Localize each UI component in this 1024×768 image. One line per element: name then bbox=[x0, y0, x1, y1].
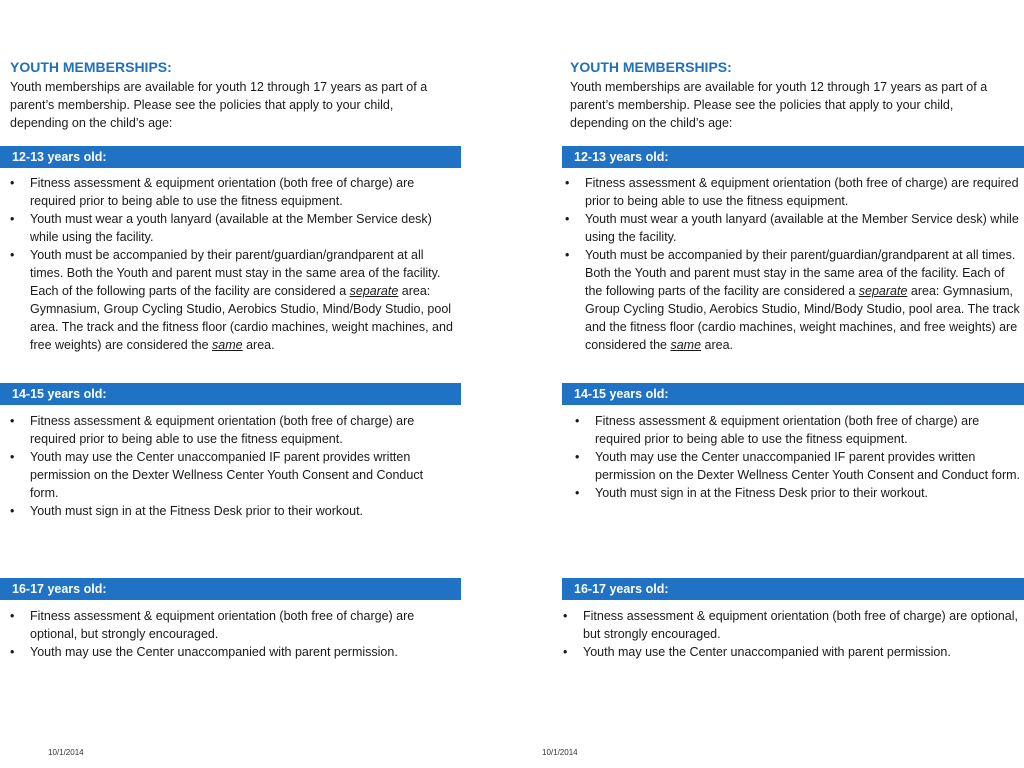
section-list-16-17 bbox=[30, 607, 460, 661]
intro-paragraph: Youth memberships are available for youth 12 through 17 years as part of a parent’s membership. Please see the policies that apply to your child, depending on the child’s age: bbox=[10, 80, 428, 130]
intro-paragraph: Youth memberships are available for youth 12 through 17 years as part of a parent’s membership. Please see the policies that apply to your child, depending on the child’s age: bbox=[570, 80, 988, 130]
footer-date: 10/1/2014 bbox=[48, 748, 84, 757]
page-title: YOUTH MEMBERSHIPS: bbox=[570, 59, 732, 75]
list-item: • Youth must be accompanied by their parent/guardian/grandparent at all times. Both the Youth and parent must stay in the same area of the facility. Each of the following parts of the facility are considered a separate area: Gymnasium, Group Cycling Studio, Aerobics Studio, Mind/Body Studio, pool area. The track and the fitness floor (cardio machines, weight machines, and free weights) are considered the same area. bbox=[30, 246, 460, 354]
page-title: YOUTH MEMBERSHIPS: bbox=[10, 59, 172, 75]
list-item: • Youth must wear a youth lanyard (available at the Member Service desk) while using the facility. bbox=[585, 210, 1020, 246]
section-list-16-17 bbox=[583, 607, 1018, 661]
list-item: • Fitness assessment & equipment orientation (both free of charge) are required prior to being able to use the fitness equipment. bbox=[30, 174, 460, 210]
emphasis-same: same bbox=[212, 338, 243, 352]
list-item: • Youth must sign in at the Fitness Desk prior to their workout. bbox=[30, 502, 450, 520]
section-list-12-13 bbox=[585, 174, 1020, 354]
list-item: • Youth may use the Center unaccompanied IF parent provides written permission on the Dexter Wellness Center Youth Consent and Conduct form. bbox=[30, 448, 450, 502]
section-list-14-15 bbox=[595, 412, 1024, 502]
emphasis-same: same bbox=[670, 338, 702, 352]
list-item: • Fitness assessment & equipment orientation (both free of charge) are optional, but strongly encouraged. bbox=[583, 607, 1018, 643]
emphasis-separate: separate bbox=[349, 284, 399, 298]
section-heading-16-17: 16-17 years old: bbox=[0, 578, 461, 600]
list-item: • Youth must be accompanied by their parent/guardian/grandparent at all times. Both the Youth and parent must stay in the same area of the facility. Each of the following parts of the facility are considered a separate area: Gymnasium, Group Cycling Studio, Aerobics Studio, Mind/Body Studio, pool area. The track and the fitness floor (cardio machines, weight machines, and free weights) are considered the same area. bbox=[585, 246, 1020, 354]
footer-date: 10/1/2014 bbox=[542, 748, 578, 757]
list-item: • Youth may use the Center unaccompanied IF parent provides written permission on the Dexter Wellness Center Youth Consent and Conduct form. bbox=[595, 448, 1024, 484]
list-item: • Youth must wear a youth lanyard (available at the Member Service desk) while using the facility. bbox=[30, 210, 460, 246]
list-item: • Youth must sign in at the Fitness Desk prior to their workout. bbox=[595, 484, 1024, 502]
list-item: • Fitness assessment & equipment orientation (both free of charge) are required prior to being able to use the fitness equipment. bbox=[585, 174, 1020, 210]
list-item: • Youth may use the Center unaccompanied with parent permission. bbox=[30, 643, 460, 661]
emphasis-separate: separate bbox=[858, 284, 908, 298]
section-heading-14-15: 14-15 years old: bbox=[562, 383, 1024, 405]
list-item: • Youth may use the Center unaccompanied with parent permission. bbox=[583, 643, 1018, 661]
section-list-12-13 bbox=[30, 174, 460, 354]
section-list-14-15 bbox=[30, 412, 450, 520]
section-heading-16-17: 16-17 years old: bbox=[562, 578, 1024, 600]
section-heading-14-15: 14-15 years old: bbox=[0, 383, 461, 405]
list-item: • Fitness assessment & equipment orientation (both free of charge) are optional, but strongly encouraged. bbox=[30, 607, 460, 643]
right-page bbox=[512, 0, 1024, 768]
list-item: • Fitness assessment & equipment orientation (both free of charge) are required prior to being able to use the fitness equipment. bbox=[30, 412, 450, 448]
section-heading-12-13: 12-13 years old: bbox=[562, 146, 1024, 168]
list-item: • Fitness assessment & equipment orientation (both free of charge) are required prior to being able to use the fitness equipment. bbox=[595, 412, 1024, 448]
section-heading-12-13: 12-13 years old: bbox=[0, 146, 461, 168]
